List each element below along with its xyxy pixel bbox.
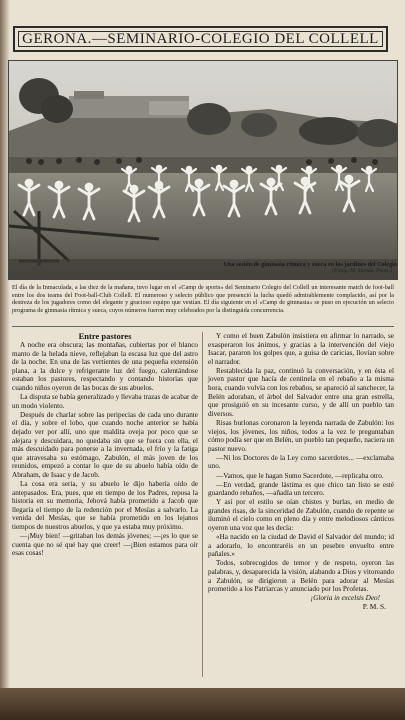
- photo-credit: (Fotog. M. Sureda, Pérez.): [332, 268, 392, 274]
- article-right-column: [208, 332, 394, 613]
- photo-caption: Una sesión de gimnasia rítmica y sueca en los jardines del Colegio: [223, 261, 397, 268]
- article-paragraph: «Ha nacido en la ciudad de David el Salvador del mundo; id a adorarlo, lo encontraréis en un pesebre envuelto entre pañales.»: [208, 533, 394, 559]
- watermark: [4, 540, 20, 690]
- page-bottom-edge: [0, 688, 405, 720]
- article-paragraph: La disputa se había generalizado y llevaba trazas de acabar de un modo violento.: [12, 393, 198, 410]
- article-title: Entre pastores: [78, 331, 132, 341]
- column-divider: [202, 332, 203, 677]
- page-title: GERONA.—SEMINARIO-COLEGIO DEL COLLELL: [22, 30, 379, 47]
- page-header: [13, 26, 388, 52]
- article-paragraph: —Vamos, que le hagan Sumo Sacerdote, —replicaba otro.: [216, 471, 384, 480]
- article-paragraph: —Ni los Doctores de la Ley como sacerdotes... —exclamaba uno.: [208, 453, 394, 471]
- article-paragraph: Restablecida la paz, continuó la conversación, y en ésta el joven pastor que hacía de centinela en el rebaño a la misma hora, cuando volvía con los rebaños, se apareció al sanchecer, la Belén adoraban, el árbol del Salvador entre una gran estrella, que prosiguió en su incesante curso, y de allí un pueblo tan diversos.: [208, 366, 394, 418]
- gymnastics-photo: [8, 60, 398, 280]
- article-paragraph: Todos, sobrecogidos de temor y de respeto, oyeron las palabras, y, desaparecida la visión, alabando a Dios y vitoreando a Zabulón, se dirigieron a Belén para adorar al Mesías prometido a los Patriarcas y anunciado por los Profetas.: [208, 559, 394, 594]
- article-signature: P. M. S.: [362, 602, 386, 612]
- article-paragraph: A noche era obscura; las montañas, cubiertas por el blanco manto de la helada nieve, reflejaban la escasa luz que del astro de la noche. En una de las vertientes de una pequeña extensión plana, a la dulce y refrigerante luz del fuego, calentándose estaban los pastores, respectando y contando historias que cuando niños oyeron de las bocas de sus abuelos.: [12, 341, 198, 393]
- article-left-column: [12, 332, 198, 558]
- article-closing: ¡Gloria in excelsis Deo!: [310, 594, 380, 603]
- intro-text: El día de la Inmaculada, a las diez de la mañana, tuvo lugar en el «Camp de sports» del Seminario Colegio del Collell un interesante match de foot-ball entre los dos teams del Foot-ball-Club Collell. El numeroso y selecto público que presenció la lucha quedó admirablemente complacido, así por la destreza de los jugadores como del elegante y gracioso equipo que vestían. El día siguiente en el «Camp de gimnasia» se puso en ejecución un selecto programa de gimnasia rítmica y sueca, cuyos números fueron muy celebrados por la distinguida concurrencia.: [12, 284, 394, 314]
- article-paragraph: Después de charlar sobre las peripecias de cada uno durante el día, y sobre el lobo, que cuando noche anterior se había dejado ver por allí, uno que maldita oveja por poco que se alejara y descuidara, no quedaba sin que se fuera con ella, el más descuidado para ponerse a la invernada, el frío y la fatiga que atravesaba su estómago, Zabulón, el más joven de los reunidos, empezó a contar lo que de su abuelo había oído de Abraham, de Isaac y de Jacob.: [12, 410, 198, 479]
- gymnastics-photo-drawing: [9, 61, 397, 279]
- article-paragraph: —¡Muy bien! —gritaban los demás jóvenes; —¡es lo que se cuenta que no sé qué hay que creer! —¡Bien estamos para oír esas cosas!: [12, 532, 198, 558]
- intro-paragraph: [12, 284, 394, 314]
- article-paragraph: —En verdad, grande lástima es que chico tan listo se esté guardando rebaños, —añadía un tercero.: [208, 480, 394, 498]
- article-paragraph: La cosa era seria, y su abuelo le dijo habería oído de antepasados. Era, pues, que en tiempo de los Padres, reposa la historia en su memoria, Jehová había prometido a Jacob que llegaría el tiempo de la redención por el Mesías a salvarlo. La venida del Mesías, que se había prometido en los lejanos tiempos de nuestros abuelos, y que ya estaba muy próximo.: [12, 480, 198, 532]
- article-paragraph: Risas burlonas coronaron la leyenda narrada de Zabulón: los viejos, los jóvenes, los niños, todos a la vez le preguntaban cómo podía ser que en Belén, un pueblo tan pequeño, naciera un pastor nuevo.: [208, 418, 394, 453]
- article-paragraph: Y así por el estilo se oían chistes y burlas, en medio de grandes risas, de la sinceridad de Zabulón, cuando de repente se iluminó el cielo como en pleno día y entre melodiosos cánticos oyeron una voz que les decía:: [208, 498, 394, 533]
- article-paragraph: Y como el buen Zabulón insistiera en afirmar lo narrado, se exasperaron los ánimos, y gracias a la intervención del viejo Isacar, pararon los golpes que, a guisa de caricias, llovían sobre el narrador.: [208, 332, 394, 366]
- section-divider: [12, 326, 394, 327]
